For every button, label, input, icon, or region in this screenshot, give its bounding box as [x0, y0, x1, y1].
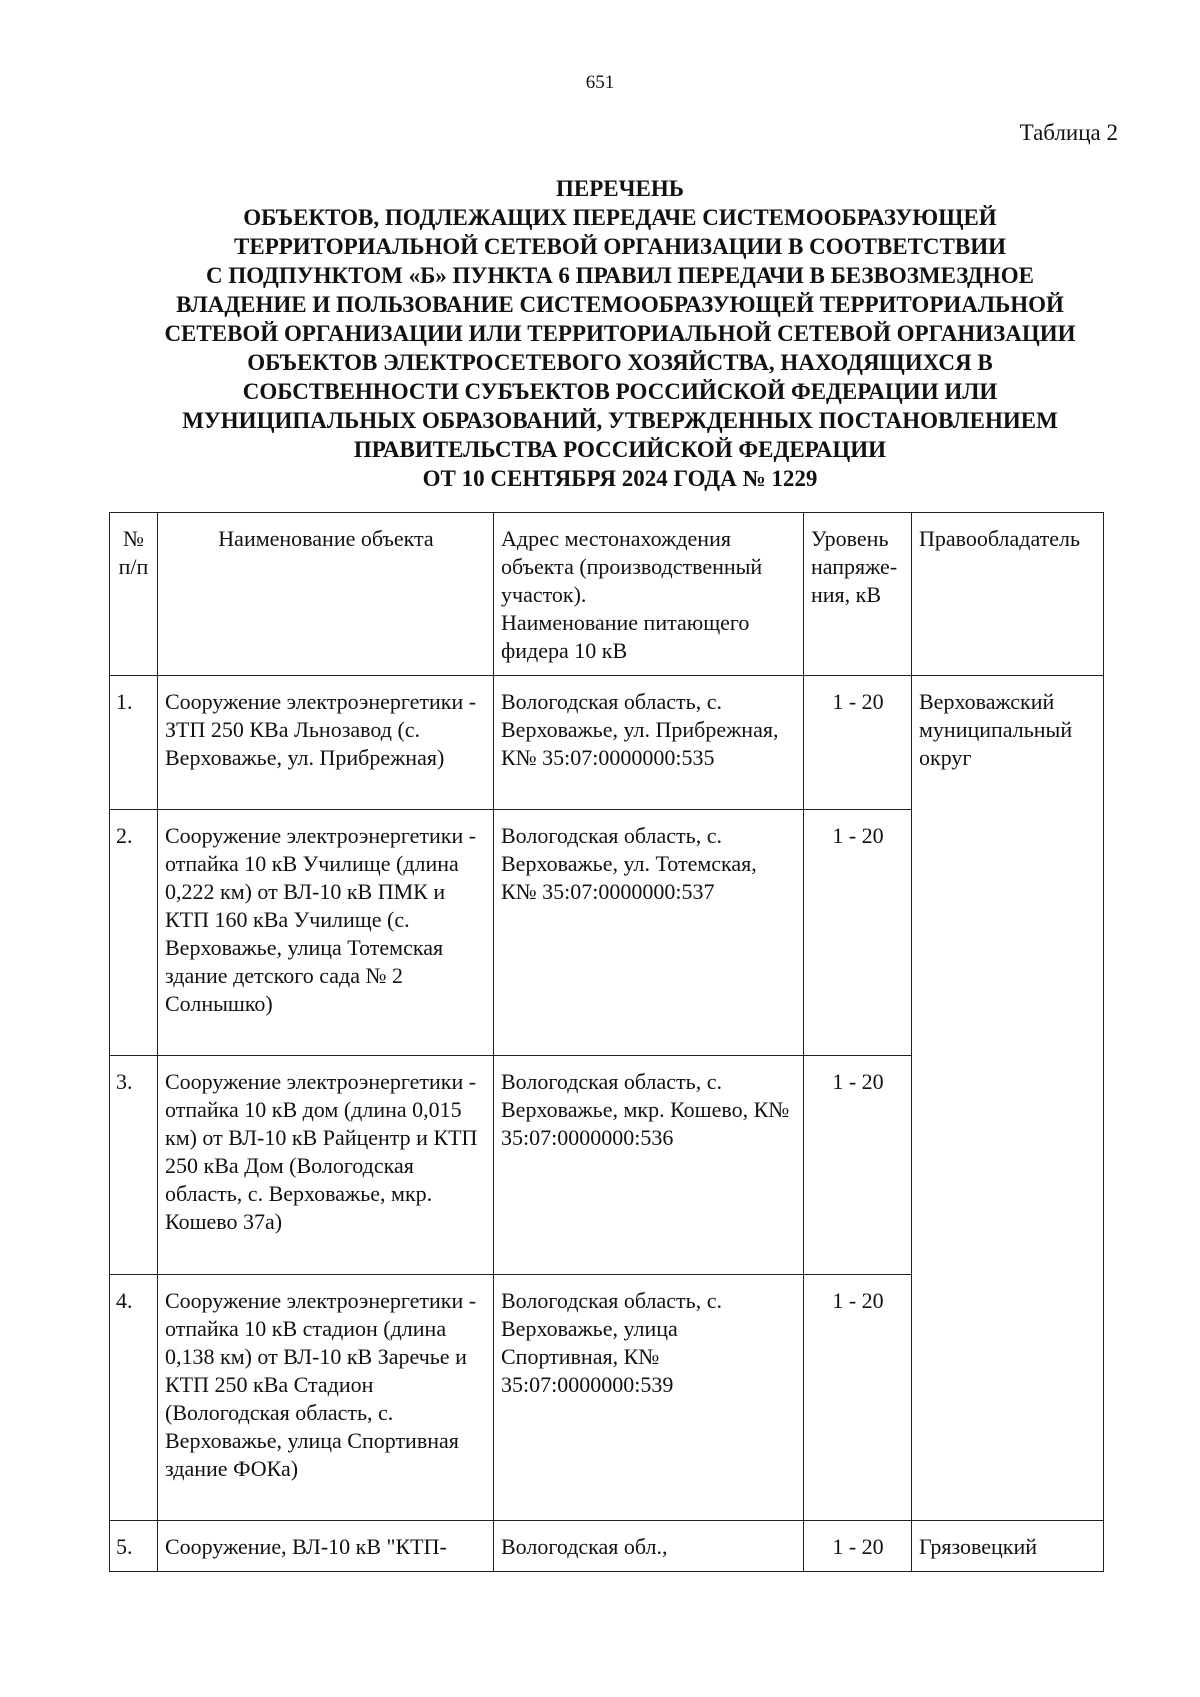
title-line: МУНИЦИПАЛЬНЫХ ОБРАЗОВАНИЙ, УТВЕРЖДЕННЫХ ПОСТАНОВЛЕНИЕМ	[182, 408, 1058, 433]
title-line: СЕТЕВОЙ ОРГАНИЗАЦИИ ИЛИ ТЕРРИТОРИАЛЬНОЙ СЕТЕВОЙ ОРГАНИЗАЦИИ	[164, 321, 1076, 346]
title-line: ОБЪЕКТОВ ЭЛЕКТРОСЕТЕВОГО ХОЗЯЙСТВА, НАХОДЯЩИХСЯ В	[247, 350, 993, 375]
table-row	[110, 676, 1104, 810]
cell-name: Сооружение электроэнергетики - отпайка 10 кВ дом (длина 0,015 км) от ВЛ-10 кВ Райцентр и КТП 250 кВа Дом (Вологодская область, с. Верховажье, мкр. Кошево 37а)	[158, 1056, 494, 1275]
title-line: ПЕРЕЧЕНЬ	[556, 176, 684, 201]
table-row	[110, 1521, 1104, 1572]
cell-name: Сооружение электроэнергетики - отпайка 10 кВ стадион (длина 0,138 км) от ВЛ-10 кВ Заречье и КТП 250 кВа Стадион (Вологодская область, с. Верховажье, улица Спортивная здание ФОКа)	[158, 1275, 494, 1521]
title-line: С ПОДПУНКТОМ «Б» ПУНКТА 6 ПРАВИЛ ПЕРЕДАЧИ В БЕЗВОЗМЕЗДНОЕ	[206, 263, 1034, 288]
objects-table	[109, 512, 1104, 1572]
cell-voltage: 1 - 20	[804, 810, 912, 1056]
title-line: ОТ 10 СЕНТЯБРЯ 2024 ГОДА № 1229	[422, 466, 818, 491]
cell-address: Вологодская область, с. Верховажье, улица Спортивная, К№ 35:07:0000000:539	[494, 1275, 804, 1521]
table-header-row	[110, 513, 1104, 676]
cell-num: 2.	[110, 810, 158, 1056]
title-line: СОБСТВЕННОСТИ СУБЪЕКТОВ РОССИЙСКОЙ ФЕДЕРАЦИИ ИЛИ	[242, 379, 998, 404]
header-owner: Правообладатель	[912, 513, 1104, 676]
cell-num: 1.	[110, 676, 158, 810]
page-number: 651	[585, 72, 615, 93]
cell-address: Вологодская область, с. Верховажье, мкр. Кошево, К№ 35:07:0000000:536	[494, 1056, 804, 1275]
cell-num: 3.	[110, 1056, 158, 1275]
cell-num: 4.	[110, 1275, 158, 1521]
title-line: ТЕРРИТОРИАЛЬНОЙ СЕТЕВОЙ ОРГАНИЗАЦИИ В СООТВЕТСТВИИ	[234, 234, 1006, 259]
document-title	[110, 174, 1130, 493]
cell-voltage: 1 - 20	[804, 1056, 912, 1275]
cell-address: Вологодская обл.,	[494, 1521, 804, 1572]
header-voltage: Уровень напряже- ния, кВ	[804, 513, 912, 676]
header-address: Адрес местонахождения объекта (производственный участок). Наименование питающего фидера 10 кВ	[494, 513, 804, 676]
title-line: ОБЪЕКТОВ, ПОДЛЕЖАЩИХ ПЕРЕДАЧЕ СИСТЕМООБРАЗУЮЩЕЙ	[243, 205, 997, 230]
title-line: ВЛАДЕНИЕ И ПОЛЬЗОВАНИЕ СИСТЕМООБРАЗУЮЩЕЙ ТЕРРИТОРИАЛЬНОЙ	[176, 292, 1064, 317]
cell-name: Сооружение электроэнергетики - ЗТП 250 КВа Льнозавод (с. Верховажье, ул. Прибрежная)	[158, 676, 494, 810]
cell-num: 5.	[110, 1521, 158, 1572]
cell-voltage: 1 - 20	[804, 676, 912, 810]
title-line: ПРАВИТЕЛЬСТВА РОССИЙСКОЙ ФЕДЕРАЦИИ	[353, 437, 887, 462]
cell-name: Сооружение, ВЛ-10 кВ "КТП-	[158, 1521, 494, 1572]
cell-name: Сооружение электроэнергетики - отпайка 10 кВ Училище (длина 0,222 км) от ВЛ-10 кВ ПМК и КТП 160 кВа Училище (с. Верховажье, улица Тотемская здание детского сада № 2 Солнышко)	[158, 810, 494, 1056]
header-num: № п/п	[110, 513, 158, 676]
header-name: Наименование объекта	[158, 513, 494, 676]
cell-voltage: 1 - 20	[804, 1275, 912, 1521]
cell-address: Вологодская область, с. Верховажье, ул. Прибрежная, К№ 35:07:0000000:535	[494, 676, 804, 810]
cell-owner: Грязовецкий	[912, 1521, 1104, 1572]
cell-voltage: 1 - 20	[804, 1521, 912, 1572]
table-caption: Таблица 2	[1019, 120, 1118, 145]
cell-address: Вологодская область, с. Верховажье, ул. Тотемская, К№ 35:07:0000000:537	[494, 810, 804, 1056]
cell-owner: Верховажский муниципальный округ	[912, 676, 1104, 1521]
